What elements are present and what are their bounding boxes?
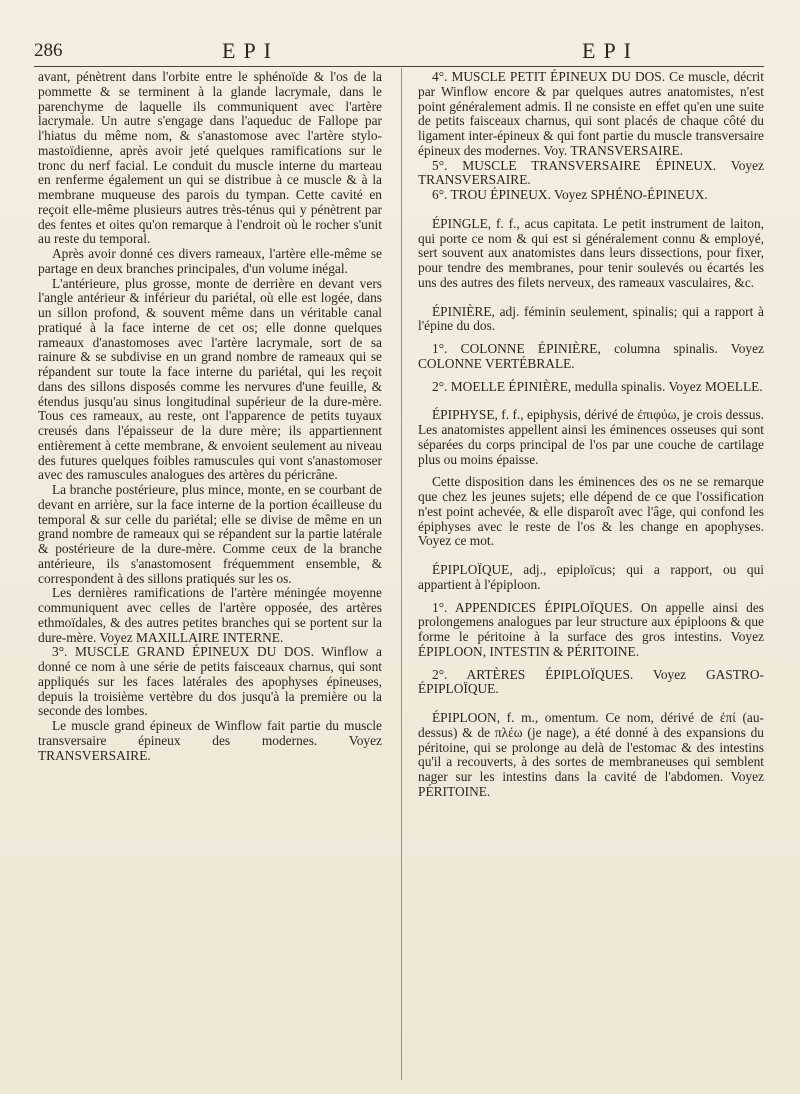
entry-epiploique: ÉPIPLOÏQUE, adj., epiploïcus; qui a rapport, ou qui appartient à l'épiploon. — [418, 562, 764, 592]
running-head-right: EPI — [582, 38, 639, 63]
entry-moelle-epiniere: 2°. MOELLE ÉPINIÈRE, medulla spinalis. Voyez MOELLE. — [432, 378, 763, 394]
paragraph: Les dernières ramifications de l'artère méningée moyenne communiquent avec celles de l'artère opposée, des artères ethmoïdales, & des autres petites branches qui se portent sur la dure-mère. Voyez MAXILLAIRE INTERNE. — [38, 585, 382, 645]
paragraph: avant, pénètrent dans l'orbite entre le sphénoïde & l'os de la pommette & se terminent à la glande lacrymale, dans le parenchyme de laquelle ils communiquent avec l'artère lacrymale. Un autre s'engage dans l'aqueduc de Fallope par l'hiatus du même nom, & s'anastomose avec l'artère stylo-mastoïdienne, après avoir jeté quelques ramifications sur le tronc du nerf facial. Le conduit du muscle interne du marteau en renferme également un qui se distribue à ce muscle & à la membrane muqueuse des parois du tympan. Cette cavité en reçoit elle-même plusieurs autres très-ténus qui y pénètrent par des fentes et oites qu'on remarque à l'endroit où le rocher s'unit au reste du temporal. — [38, 69, 382, 247]
entry-muscle-grand-epineux: 3°. MUSCLE GRAND ÉPINEUX DU DOS. Winflow a donné ce nom à une série de petits faisceaux charnus, qui sont appliqués sur les faces latérales des apophyses épineuses, depuis la troisième vertèbre du dos jusqu'à la première ou la seconde des lombes. — [38, 644, 382, 719]
entry-colonne-epiniere: 1°. COLONNE ÉPINIÈRE, columna spinalis. Voyez COLONNE VERTÉBRALE. — [418, 341, 764, 371]
entry-muscle-transversaire: 5°. MUSCLE TRANSVERSAIRE ÉPINEUX. Voyez TRANSVERSAIRE. — [418, 157, 764, 188]
entry-trou-epineux: 6°. TROU ÉPINEUX. Voyez SPHÉNO-ÉPINEUX. — [432, 187, 708, 202]
page-header — [34, 38, 764, 66]
paragraph: L'antérieure, plus grosse, monte de derrière en devant vers l'angle antérieur & inférieur du pariétal, où elle est logée, dans un sillon profond, & souvent même dans un véritable canal pratiqué à la face interne de cet os; elle donne quelques rameaux d'anastomoses avec l'artère lacrymale, sort de sa rainure & se subdivise en un grand nombre de rameaux qui se répandent sur toute la face interne du pariétal, qui les reçoit dans des sillons disposés comme les nervures d'une feuille, & étendus jusqu'au sinus longitudinal supérieur de la dure-mère. Tous ces rameaux, au reste, ont l'apparence de petits tuyaux creusés dans l'épaisseur de la dure mère; ils appartiennent entièrement à cette membrane, & envoient seulement au niveau des futures quelques foibles ramuscules qui vont s'anastomoser avec des ramuscules analogues des artères du péricrâne. — [38, 275, 382, 483]
entry-epiploon: ÉPIPLOON, f. m., omentum. Ce nom, dérivé de ἐπί (au-dessus) & de πλέω (je nage), a été donné à des expansions du péritoine, qui se prolonge au delà de l'estomac & des intestins qu'il a recouverts, à des sortes de membraneuses qui semblent nager sur les intestins dans la cavité de l'abdomen. Voyez PÉRITOINE. — [418, 710, 764, 799]
paragraph: Le muscle grand épineux de Winflow fait partie du muscle transversaire épineux des modernes. Voyez TRANSVERSAIRE. — [38, 718, 382, 763]
entry-arteres-epiploiques: 2°. ARTÈRES ÉPIPLOÏQUES. Voyez GASTRO-ÉPIPLOÏQUE. — [418, 666, 764, 697]
running-head-left: EPI — [222, 38, 279, 63]
paragraph: Après avoir donné ces divers rameaux, l'artère elle-même se partage en deux branches principales, d'un volume inégal. — [38, 246, 382, 276]
right-column — [418, 70, 764, 800]
page-number: 286 — [34, 40, 63, 61]
left-column — [38, 70, 382, 763]
entry-epiniere: ÉPINIÈRE, adj. féminin seulement, spinalis; qui a rapport à l'épine du dos. — [418, 303, 764, 334]
entry-appendices-epiploiques: 1°. APPENDICES ÉPIPLOÏQUES. On appelle ainsi des prolongemens analogues par leur structure aux épiploons & que forme le péritoine à la surface des gros intestins. Voyez ÉPIPLOON, INTESTIN & PÉRITOINE. — [418, 599, 764, 659]
entry-muscle-petit-epineux: 4°. MUSCLE PETIT ÉPINEUX DU DOS. Ce muscle, décrit par Winflow encore & par quelques autres anatomistes, n'est point généralement admis. Il ne consiste en effet qu'en une suite de petits faisceaux charnus, qui sont placés de chaque côté du ligament inter-épineux & qui font partie du muscle transversaire épineux des modernes. Voy. TRANSVERSAIRE. — [418, 69, 764, 158]
entry-epiphyse: ÉPIPHYSE, f. f., epiphysis, dérivé de ἐπιφύω, je crois dessus. Les anatomistes appellent ainsi les éminences osseuses qui sont séparées du corps principal de l'os par une couche de cartilage plus ou moins épaisse. — [418, 407, 764, 467]
header-rule — [34, 66, 764, 67]
column-divider — [401, 68, 402, 1080]
paragraph: Cette disposition dans les éminences des os ne se remarque que chez les jeunes sujets; elle dépend de ce que l'ossification n'est point achevée, & elle disparoît avec l'âge, qui confond les épiphyses avec le reste de l'os & les change en apophyses. Voyez ce mot. — [418, 474, 764, 549]
entry-epingle: ÉPINGLE, f. f., acus capitata. Le petit instrument de laiton, qui porte ce nom & qui est si généralement connu & employé, sert souvent aux anatomistes dans leurs dissections, pour fixer, pour tendre des membranes, pour tenir soulevés ou écartés les uns des autres des filets nerveux, des rameaux vasculaires, &c. — [418, 215, 764, 290]
paragraph: La branche postérieure, plus mince, monte, en se courbant de devant en arrière, sur la face interne de la portion écailleuse du temporal & sur celle du pariétal; elle se divise de même en un grand nombre de rameaux qui se répandent sur la partie latérale & postérieure de la dure-mère. Comme ceux de la branche antérieure, ils s'anastomosent fréquemment ensemble, & correspondent à des sillons pratiqués sur les os. — [38, 482, 382, 586]
